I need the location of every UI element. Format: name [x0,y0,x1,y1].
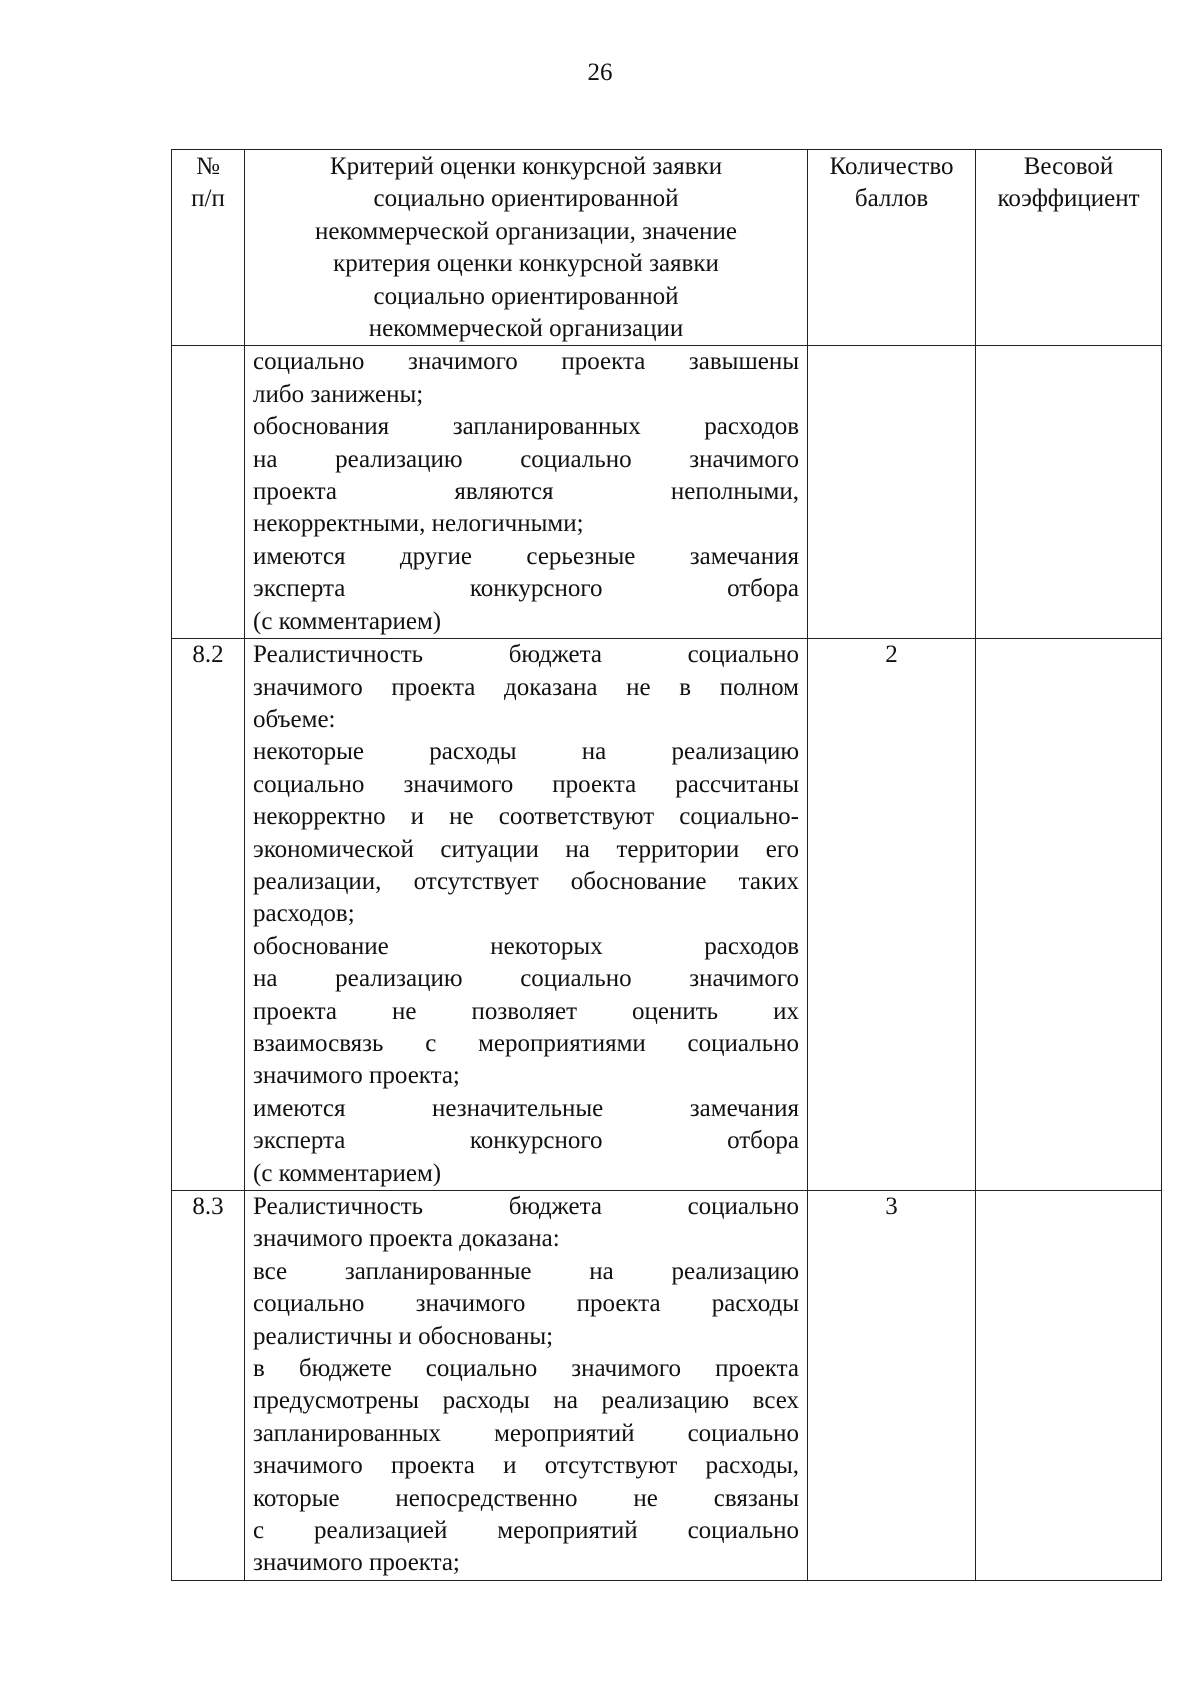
score-cell [808,346,976,639]
score-cell: 3 [808,1191,976,1581]
criterion-line: либо занижены; [253,380,424,408]
criterion-line: (с комментарием) [253,607,442,635]
score-cell: 2 [808,639,976,1191]
criterion-line: эксперта конкурсного отбора [253,1127,799,1155]
criterion-line: расходов; [253,900,355,928]
criterion-line: Реалистичность бюджета социально [253,641,799,669]
criterion-line: с реализацией мероприятий социально [253,1517,799,1545]
criterion-line: значимого проекта доказана не в полном [253,673,799,701]
criterion-line: эксперта конкурсного отбора [253,575,799,603]
criterion-line: некорректно и не соответствуют социально- [253,803,799,831]
criterion-cell [245,639,808,1191]
criterion-line: которые непосредственно не связаны [253,1484,799,1512]
header-number-line: п/п [191,185,225,213]
criterion-line: значимого проекта доказана: [253,1225,560,1253]
criterion-line: некоторые расходы на реализацию [253,738,799,766]
criterion-line: обоснование некоторых расходов [253,932,799,960]
criterion-line: социально значимого проекта рассчитаны [253,770,799,798]
criterion-cell [245,1191,808,1581]
criterion-line: реалистичны и обоснованы; [253,1322,554,1350]
criterion-line: на реализацию социально значимого [253,965,799,993]
criterion-line: социально значимого проекта расходы [253,1290,799,1318]
criterion-line: экономической ситуации на территории его [253,835,799,863]
header-criterion-line: некоммерческой организации [368,315,684,343]
table-row [172,346,1162,639]
criterion-line: значимого проекта и отсутствуют расходы, [253,1452,799,1480]
criterion-line: все запланированные на реализацию [253,1257,799,1285]
criterion-line: запланированных мероприятий социально [253,1419,799,1447]
criterion-line: имеются незначительные замечания [253,1094,799,1122]
table-row [172,1191,1162,1581]
header-criterion-line: социально ориентированной [373,185,679,213]
page-number: 26 [587,59,613,86]
criterion-line: реализации, отсутствует обоснование таких [253,867,799,895]
criterion-line: (с комментарием) [253,1159,442,1187]
header-weight-line: Весовой [1023,153,1114,180]
header-criterion-line: Критерий оценки конкурсной заявки [329,153,723,180]
criterion-cell [245,346,808,639]
row-number: 8.3 [172,1191,245,1581]
row-number: 8.2 [172,639,245,1191]
weight-cell [976,639,1162,1191]
header-criterion [245,150,808,346]
header-number-line: № [196,153,220,180]
table-row [172,639,1162,1191]
criterion-line: проекта не позволяет оценить их [253,997,799,1025]
header-weight [976,150,1162,346]
criterion-line: социально значимого проекта завышены [253,348,799,376]
criterion-line: некорректными, нелогичными; [253,510,584,538]
header-criterion-line: критерия оценки конкурсной заявки [333,250,719,278]
weight-cell [976,1191,1162,1581]
criterion-line: Реалистичность бюджета социально [253,1193,799,1220]
header-weight-line: коэффициент [997,185,1140,213]
criteria-table [171,149,1162,1581]
header-score-line: Количество [829,153,954,180]
criterion-line: в бюджете социально значимого проекта [253,1355,799,1383]
criterion-line: на реализацию социально значимого [253,445,799,473]
header-criterion-line: некоммерческой организации, значение [315,217,737,245]
criterion-line: проекта являются неполными, [253,478,799,506]
header-score-line: баллов [854,185,929,213]
weight-cell [976,346,1162,639]
row-number [172,346,245,639]
criterion-line: значимого проекта; [253,1062,460,1090]
header-criterion-line: социально ориентированной [373,282,679,310]
criterion-line: объеме: [253,705,336,733]
criterion-line: значимого проекта; [253,1549,460,1577]
header-score [808,150,976,346]
criterion-line: имеются другие серьезные замечания [253,542,799,570]
header-row [172,150,1162,346]
header-number [172,150,245,346]
criterion-line: взаимосвязь с мероприятиями социально [253,1029,799,1057]
criterion-line: предусмотрены расходы на реализацию всех [253,1387,799,1415]
criterion-line: обоснования запланированных расходов [253,413,799,441]
